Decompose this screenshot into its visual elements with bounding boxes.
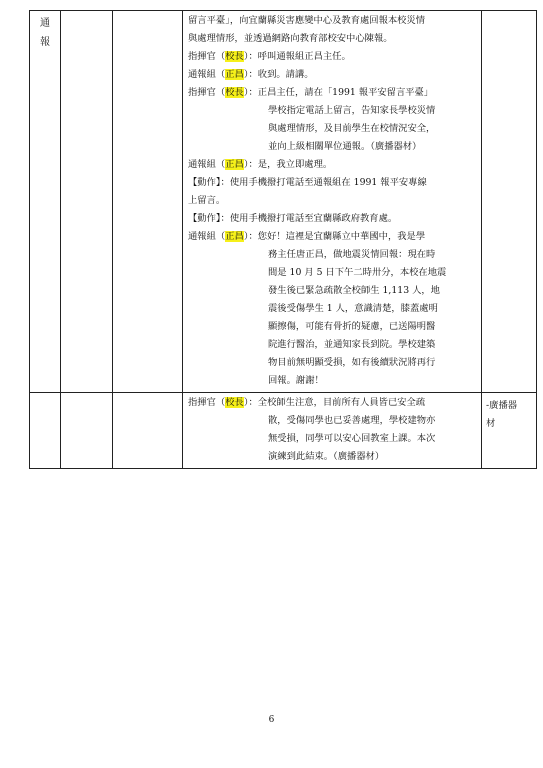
table-row bbox=[30, 393, 537, 469]
action-text: ：使用手機撥打電話至宜蘭縣政府教育處。 bbox=[220, 213, 398, 224]
dialogue-continuation: 物目前無明顯受損，如有後續狀況將再行 bbox=[268, 357, 436, 368]
action-text: ：使用手機撥打電話至通報組在 1991 報平安專線 bbox=[220, 177, 427, 188]
empty-cell bbox=[61, 11, 113, 393]
dialogue-continuation: 發生後已緊急疏散全校師生 1,113 人，地 bbox=[268, 285, 440, 296]
script-content-cell bbox=[183, 11, 482, 393]
section-char: 報 bbox=[40, 37, 50, 48]
drill-script-table bbox=[29, 10, 537, 469]
role-highlight: 正昌 bbox=[225, 231, 244, 242]
script-line: 留言平臺」，向宜蘭縣災害應變中心及教育處回報本校災情 bbox=[188, 15, 426, 26]
page-number: 6 bbox=[268, 715, 275, 725]
dialogue-continuation: 務主任唐正昌，做地震災情回報：現在時 bbox=[268, 249, 436, 260]
dialogue-continuation: 與處理情形，及目前學生在校情況安全， bbox=[268, 123, 436, 134]
dialogue-line: 指揮官（校長）：全校師生注意，目前所有人員皆已安全疏 bbox=[188, 397, 426, 408]
dialogue-line: 通報組（正昌）：是，我立即處理。 bbox=[188, 159, 333, 170]
role-highlight: 校長 bbox=[225, 87, 244, 98]
action-label: 【動作】 bbox=[188, 213, 221, 224]
dialogue-continuation: 顯擦傷，可能有骨折的疑慮，已送陽明醫 bbox=[268, 321, 436, 332]
empty-cell bbox=[482, 11, 537, 393]
dialogue-line: 指揮官（校長）：正昌主任，請在「1991 報平安留言平臺」 bbox=[188, 87, 434, 98]
speaker: 通報組 bbox=[188, 159, 216, 170]
dialogue-continuation: 間是 10 月 5 日下午二時卅分，本校在地震 bbox=[268, 267, 447, 278]
dialogue-line: 通報組（正昌）：您好！這裡是宜蘭縣立中華國中，我是學 bbox=[188, 231, 426, 242]
role-highlight: 校長 bbox=[225, 51, 244, 62]
dialogue-continuation: 學校指定電話上留言，告知家長學校災情 bbox=[268, 105, 436, 116]
equipment-note-cell bbox=[482, 393, 537, 469]
dialogue-text: ：正昌主任，請在「1991 報平安留言平臺」 bbox=[248, 87, 434, 98]
speaker: 指揮官 bbox=[188, 397, 216, 408]
section-char: 通 bbox=[40, 18, 50, 29]
role-highlight: 正昌 bbox=[225, 159, 244, 170]
dialogue-text: ：全校師生注意，目前所有人員皆已安全疏 bbox=[248, 397, 426, 408]
dialogue-continuation: 回報。謝謝！ bbox=[268, 375, 324, 386]
dialogue-continuation: 院進行醫治，並通知家長到院。學校建築 bbox=[268, 339, 436, 350]
action-line bbox=[188, 210, 479, 228]
dialogue-continuation: 演練到此結束。（廣播器材） bbox=[268, 451, 385, 462]
script-content-cell bbox=[183, 393, 482, 469]
table-row bbox=[30, 11, 537, 393]
dialogue-continuation: 散，受傷同學也已妥善處理，學校建物亦 bbox=[268, 415, 436, 426]
equipment-note-line: -廣播器 bbox=[486, 400, 518, 411]
dialogue-continuation: 無受損，同學可以安心回教室上課。本次 bbox=[268, 433, 436, 444]
dialogue-text: ：您好！這裡是宜蘭縣立中華國中，我是學 bbox=[248, 231, 426, 242]
speaker: 指揮官 bbox=[188, 51, 216, 62]
action-continuation: 上留言。 bbox=[188, 195, 226, 206]
role-highlight: 校長 bbox=[225, 397, 244, 408]
empty-cell bbox=[113, 11, 183, 393]
dialogue-line: 指揮官（校長）：呼叫通報組正昌主任。 bbox=[188, 51, 351, 62]
script-line: 與處理情形，並透過網路向教育部校安中心陳報。 bbox=[188, 33, 393, 44]
empty-cell bbox=[113, 393, 183, 469]
speaker: 通報組 bbox=[188, 231, 216, 242]
speaker: 通報組 bbox=[188, 69, 216, 80]
speaker: 指揮官 bbox=[188, 87, 216, 98]
dialogue-continuation: 並向上級相關單位通報。（廣播器材） bbox=[268, 141, 422, 152]
role-highlight: 正昌 bbox=[225, 69, 244, 80]
dialogue-text: ：是，我立即處理。 bbox=[248, 159, 333, 170]
dialogue-text: ：呼叫通報組正昌主任。 bbox=[248, 51, 351, 62]
dialogue-text: ：收到。請講。 bbox=[248, 69, 314, 80]
empty-cell bbox=[30, 393, 61, 469]
dialogue-continuation: 震後受傷學生 1 人，意識清楚，膝蓋處明 bbox=[268, 303, 438, 314]
empty-cell bbox=[61, 393, 113, 469]
dialogue-line: 通報組（正昌）：收到。請講。 bbox=[188, 69, 314, 80]
equipment-note-line: 材 bbox=[486, 418, 496, 429]
action-line bbox=[188, 174, 479, 192]
action-label: 【動作】 bbox=[188, 177, 221, 188]
section-label-cell bbox=[30, 11, 61, 393]
